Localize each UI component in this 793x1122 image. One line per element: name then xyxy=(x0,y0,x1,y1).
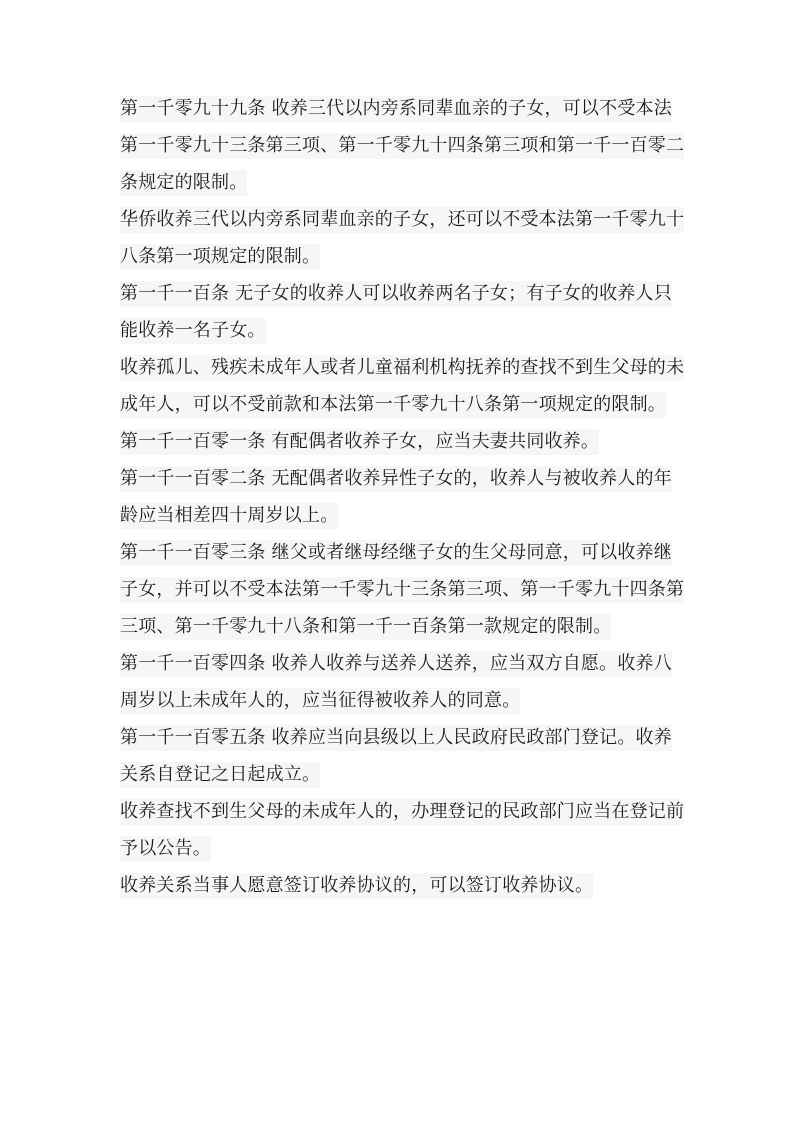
text-line-content: 第一千零九十九条 收养三代以内旁系同辈血亲的子女，可以不受本法 xyxy=(120,96,672,122)
text-line-content: 龄应当相差四十周岁以上。 xyxy=(120,503,338,529)
text-line-content: 三项、第一千零九十八条和第一千一百条第一款规定的限制。 xyxy=(120,614,611,640)
text-line-content: 第一千一百零三条 继父或者继母经继子女的生父母同意，可以收养继 xyxy=(120,540,672,566)
text-line-content: 子女，并可以不受本法第一千零九十三条第三项、第一千零九十四条第 xyxy=(120,577,684,603)
text-line-content: 予以公告。 xyxy=(120,836,211,862)
text-line xyxy=(120,170,680,207)
text-line xyxy=(120,762,680,799)
text-line-content: 周岁以上未成年人的，应当征得被收养人的同意。 xyxy=(120,688,520,714)
text-line xyxy=(120,429,680,466)
text-line xyxy=(120,355,685,392)
text-line xyxy=(120,318,680,355)
text-line-content: 第一千一百零一条 有配偶者收养子女，应当夫妻共同收养。 xyxy=(120,429,599,455)
text-line xyxy=(120,466,680,503)
text-line-content: 关系自登记之日起成立。 xyxy=(120,762,320,788)
text-line-content: 第一千零九十三条第三项、第一千零九十四条第三项和第一千一百零二 xyxy=(120,133,684,159)
text-line xyxy=(120,244,680,281)
text-line-content: 条规定的限制。 xyxy=(120,170,247,196)
text-line-content: 收养关系当事人愿意签订收养协议的，可以签订收养协议。 xyxy=(120,873,593,899)
text-line xyxy=(120,614,680,651)
text-line-content: 八条第一项规定的限制。 xyxy=(120,244,320,270)
text-line xyxy=(120,96,680,133)
text-line-content: 能收养一名子女。 xyxy=(120,318,266,344)
text-line xyxy=(120,540,680,577)
text-line xyxy=(120,725,680,762)
text-line xyxy=(120,503,680,540)
text-line-content: 收养孤儿、残疾未成年人或者儿童福利机构抚养的查找不到生父母的未 xyxy=(120,355,684,381)
text-line xyxy=(120,577,685,614)
text-line xyxy=(120,836,680,873)
document-body xyxy=(120,96,685,910)
text-line-content: 成年人，可以不受前款和本法第一千零九十八条第一项规定的限制。 xyxy=(120,392,666,418)
text-line-content: 华侨收养三代以内旁系同辈血亲的子女，还可以不受本法第一千零九十 xyxy=(120,207,684,233)
text-line xyxy=(120,873,680,910)
text-line-content: 第一千一百零二条 无配偶者收养异性子女的，收养人与被收养人的年 xyxy=(120,466,672,492)
text-line xyxy=(120,651,680,688)
text-line xyxy=(120,799,685,836)
text-line xyxy=(120,133,685,170)
text-line xyxy=(120,207,685,244)
text-line xyxy=(120,688,680,725)
text-line-content: 收养查找不到生父母的未成年人的，办理登记的民政部门应当在登记前 xyxy=(120,799,684,825)
text-line-content: 第一千一百条 无子女的收养人可以收养两名子女；有子女的收养人只 xyxy=(120,281,672,307)
text-line-content: 第一千一百零四条 收养人收养与送养人送养，应当双方自愿。收养八 xyxy=(120,651,672,677)
text-line-content: 第一千一百零五条 收养应当向县级以上人民政府民政部门登记。收养 xyxy=(120,725,672,751)
text-line xyxy=(120,281,680,318)
text-line xyxy=(120,392,680,429)
